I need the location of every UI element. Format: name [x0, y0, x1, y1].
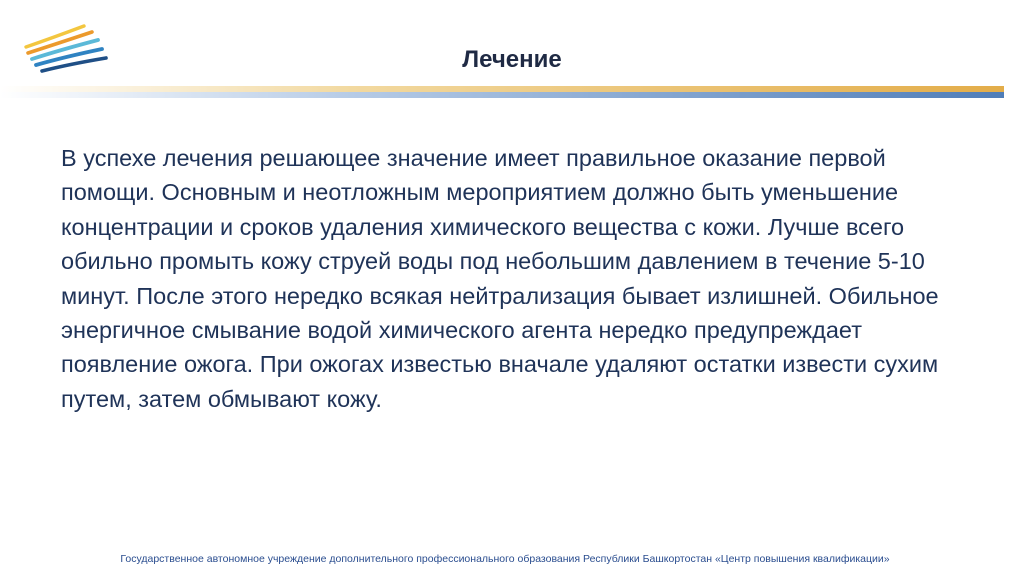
- footer-organization: Государственное автономное учреждение дополнительного профессионального образования Республики Башкортостан «Центр повышения квалификации»: [120, 553, 890, 565]
- header-divider-bar: [0, 86, 1004, 100]
- slide-title: Лечение: [462, 46, 562, 73]
- body-paragraph: В успехе лечения решающее значение имеет правильное оказание первой помощи. Основным и неотложным мероприятием должно быть уменьшение концентрации и сроков удаления химического вещества с кожи. Лучше всего обильно промыть кожу струей воды под небольшим давлением в течение 5-10 минут. После этого нередко всякая нейтрализация бывает излишней. Обильное энергичное смывание водой химического агента нередко предупреждает появление ожога. При ожогах известью вначале удаляют остатки извести сухим путем, затем обмывают кожу.: [61, 145, 939, 412]
